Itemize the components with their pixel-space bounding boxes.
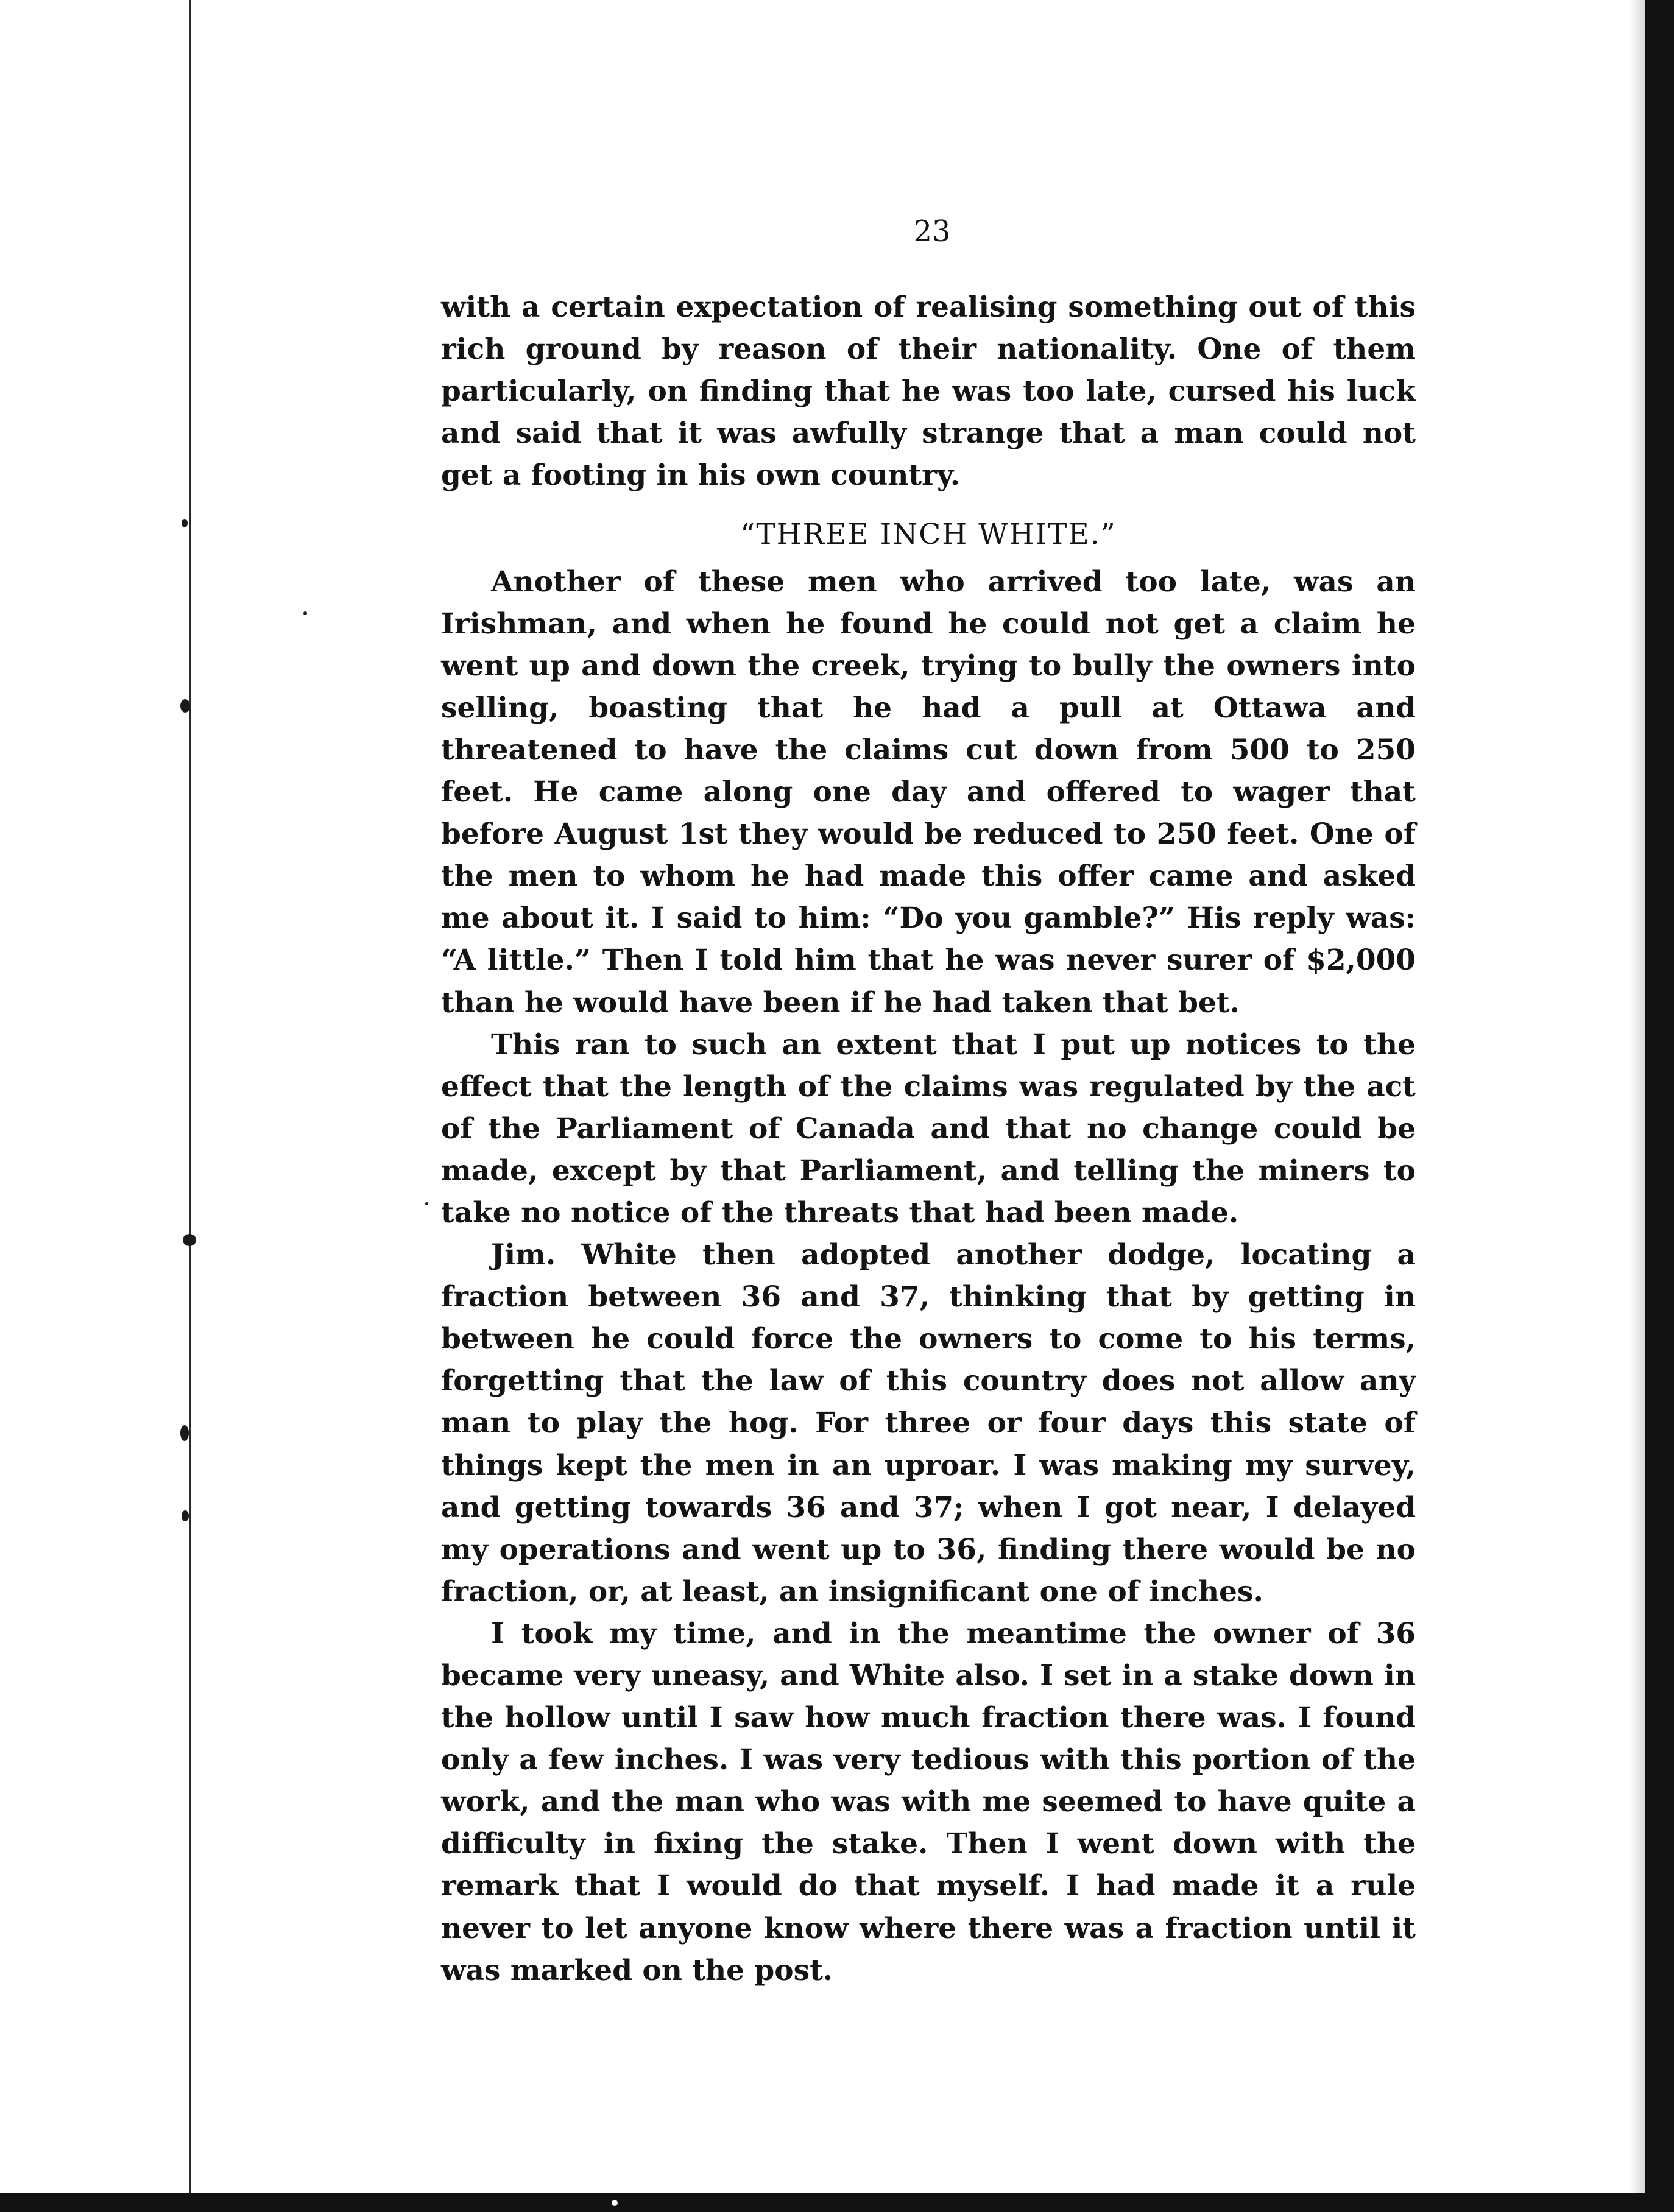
page-number: 23 xyxy=(913,214,951,248)
margin-speck xyxy=(180,1425,189,1441)
margin-speck xyxy=(180,699,190,713)
page-edge-shadow xyxy=(1630,0,1645,2193)
continuation-paragraph: with a certain expectation of realising something out of this rich ground by reason of their nationality. One of them particularly, on finding that he was too late, cursed his luck and said that it was awfully strange that a man could not get a footing in his own country. xyxy=(441,291,1416,493)
scan-border-right xyxy=(1645,0,1674,2212)
margin-speck xyxy=(182,1510,189,1521)
margin-speck xyxy=(183,1234,196,1246)
body-paragraph: This ran to such an extent that I put up notices to the effect that the length of the claims was regulated by the act of the Parliament of Canada and that no change could be made, except by that Parliament, and telling the miners to take no notice of the threats that had been made. xyxy=(441,1027,1416,1230)
scan-border-bottom xyxy=(0,2193,1674,2212)
section-heading: “THREE INCH WHITE.” xyxy=(740,518,1117,552)
body-paragraph: Another of these men who arrived too late, was an Irishman, and when he found he could not get a claim he went up and down the creek, trying to bully the owners into selling, boasting that he had a pull at Ottawa and threatened to have the claims cut down from 500 to 250 feet. He came along one day and offered to wager that before August 1st they would be reduced to 250 feet. One of the men to whom he had made this offer came and asked me about it. I said to him: “Do you gamble?” His reply was: “A little.” Then I told him that he was never surer of $2,000 than he would have been if he had taken that bet. xyxy=(441,565,1416,1020)
margin-speck xyxy=(425,1202,428,1205)
body-paragraph: I took my time, and in the meantime the owner of 36 became very uneasy, and White also. I set in a stake down in the hollow until I saw how much fraction there was. I found only a few inches. I was very tedious with this portion of the work, and the man who was with me seemed to have quite a difficulty in fixing the stake. Then I went down with the remark that I would do that myself. I had made it a rule never to let anyone know where there was a fraction until it was marked on the post. xyxy=(441,1616,1416,1987)
margin-speck xyxy=(303,611,307,615)
body-paragraph: Jim. White then adopted another dodge, locating a fraction between 36 and 37, thinking that by getting in between he could force the owners to come to his terms, forgetting that the law of this country does not allow any man to play the hog. For three or four days this state of things kept the men in an uproar. I was making my survey, and getting towards 36 and 37; when I got near, I delayed my operations and went up to 36, finding there would be no fraction, or, at least, an insignificant one of inches. xyxy=(441,1238,1416,1608)
margin-speck xyxy=(182,519,188,527)
margin-speck xyxy=(612,2200,618,2206)
page-body xyxy=(441,286,1416,1992)
scan-gutter-line xyxy=(189,0,191,2193)
